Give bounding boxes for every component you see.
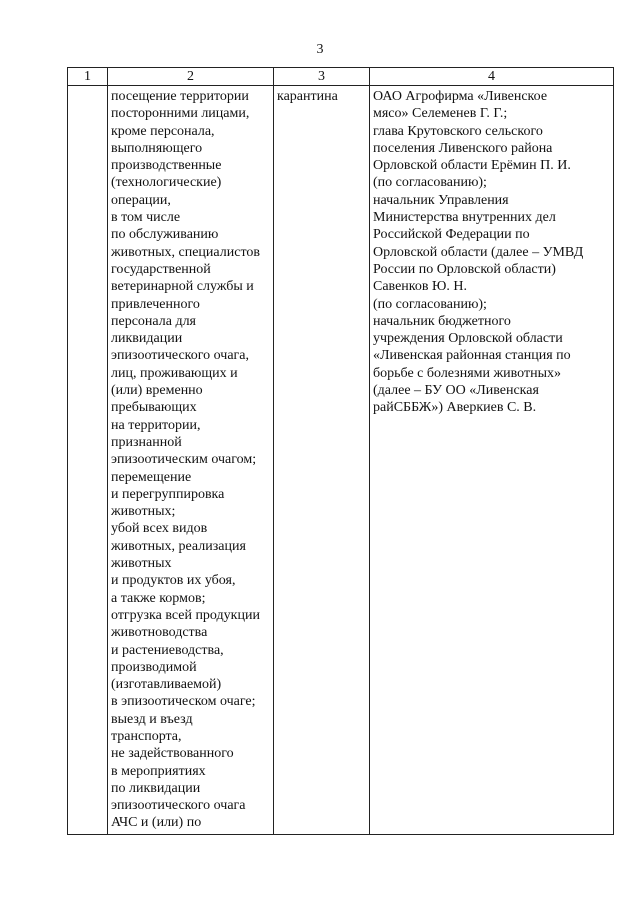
cell-text-line: отгрузка всей продукции	[111, 607, 260, 623]
cell-text-line: на территории,	[111, 417, 201, 433]
cell-text-line: персонала для	[111, 313, 196, 329]
cell-text-line: государственной	[111, 261, 211, 277]
cell-text-line: райСББЖ») Аверкиев С. В.	[373, 400, 537, 416]
cell-text-line: карантина	[277, 89, 338, 104]
cell-text-line: животных	[111, 556, 172, 572]
cell-text-line: в том числе	[111, 210, 181, 226]
cell-text-line: борьбе с болезнями животных»	[373, 365, 562, 381]
cell-text-line: глава Крутовского сельского	[373, 123, 543, 139]
cell-text-line: (или) временно	[111, 383, 203, 399]
cell-text-line: (по согласованию);	[373, 296, 487, 312]
cell-text-line: и продуктов их убоя,	[111, 573, 236, 589]
cell-text-line: ОАО Агрофирма «Ливенское	[373, 89, 548, 104]
cell-text-line: по обслуживанию	[111, 227, 219, 243]
measures-table	[67, 67, 614, 835]
cell-text-line: (далее – БУ ОО «Ливенская	[373, 383, 539, 399]
cell-text-line: перемещение	[111, 469, 192, 485]
cell-text-line: Орловской области (далее – УМВД	[373, 244, 584, 260]
cell-text-line: транспорта,	[111, 728, 182, 744]
cell-text-line: посещение территории	[111, 89, 249, 104]
cell-text-line: привлеченного	[111, 296, 200, 312]
cell-text-line: лиц, проживающих и	[111, 365, 238, 381]
cell-text-line: Российской Федерации по	[373, 227, 530, 243]
cell-text-line: мясо» Селеменев Г. Г.;	[373, 106, 508, 122]
cell-text-line: Орловской области Ерёмин П. И.	[373, 158, 571, 174]
cell-text-line: животных, реализация	[111, 538, 246, 554]
cell-text-line: эпизоотического очага,	[111, 348, 250, 364]
column-header-2: 2	[108, 68, 274, 86]
table-row	[68, 86, 614, 835]
cell-text-line: Савенков Ю. Н.	[373, 279, 467, 295]
cell-text-line: эпизоотического очага	[111, 798, 246, 814]
cell-text-line: ликвидации	[111, 331, 183, 347]
cell-text-line: кроме персонала,	[111, 123, 215, 139]
cell-text-line: начальник бюджетного	[373, 313, 511, 329]
cell-text-line: в мероприятиях	[111, 763, 206, 779]
cell-text-line: убой всех видов	[111, 521, 208, 537]
cell-text-line: (изготавливаемой)	[111, 677, 222, 693]
cell-text-line: учреждения Орловской области	[373, 331, 563, 347]
cell-col-4	[370, 86, 614, 835]
cell-text-line: выезд и въезд	[111, 711, 193, 727]
cell-col-2	[108, 86, 274, 835]
cell-text-line: ветеринарной службы и	[111, 279, 254, 295]
cell-text-line: животных;	[111, 504, 176, 520]
column-header-4: 4	[370, 68, 614, 86]
cell-text-line: животных, специалистов	[111, 244, 260, 260]
cell-col-1	[68, 86, 108, 835]
cell-text-line: АЧС и (или) по	[111, 815, 202, 831]
column-header-1: 1	[68, 68, 108, 86]
cell-text-line: а также кормов;	[111, 590, 206, 606]
column-header-3: 3	[274, 68, 370, 86]
cell-text-line: производственные	[111, 158, 222, 174]
cell-text-line: операции,	[111, 192, 171, 208]
cell-text-line: не задействованного	[111, 746, 234, 762]
cell-text-line: (технологические)	[111, 175, 222, 191]
cell-text-line: животноводства	[111, 625, 208, 641]
cell-text-line: пребывающих	[111, 400, 197, 416]
table-header-row	[68, 68, 614, 86]
cell-text-line: (по согласованию);	[373, 175, 487, 191]
page-number: 3	[316, 42, 324, 57]
cell-text-line: посторонними лицами,	[111, 106, 250, 122]
cell-text-line: в эпизоотическом очаге;	[111, 694, 256, 710]
cell-text-line: по ликвидации	[111, 780, 201, 796]
cell-text-line: и растениеводства,	[111, 642, 224, 658]
cell-text-line: России по Орловской области)	[373, 261, 556, 277]
cell-text-line: Министерства внутренних дел	[373, 210, 556, 226]
cell-text-line: эпизоотическим очагом;	[111, 452, 257, 468]
cell-text-line: производимой	[111, 659, 197, 675]
cell-text-line: и перегруппировка	[111, 486, 225, 502]
cell-text-line: поселения Ливенского района	[373, 140, 553, 156]
cell-text-line: признанной	[111, 434, 182, 450]
cell-col-3	[274, 86, 370, 835]
cell-text-line: «Ливенская районная станция по	[373, 348, 571, 364]
cell-text-line: начальник Управления	[373, 192, 509, 208]
cell-text-line: выполняющего	[111, 140, 203, 156]
